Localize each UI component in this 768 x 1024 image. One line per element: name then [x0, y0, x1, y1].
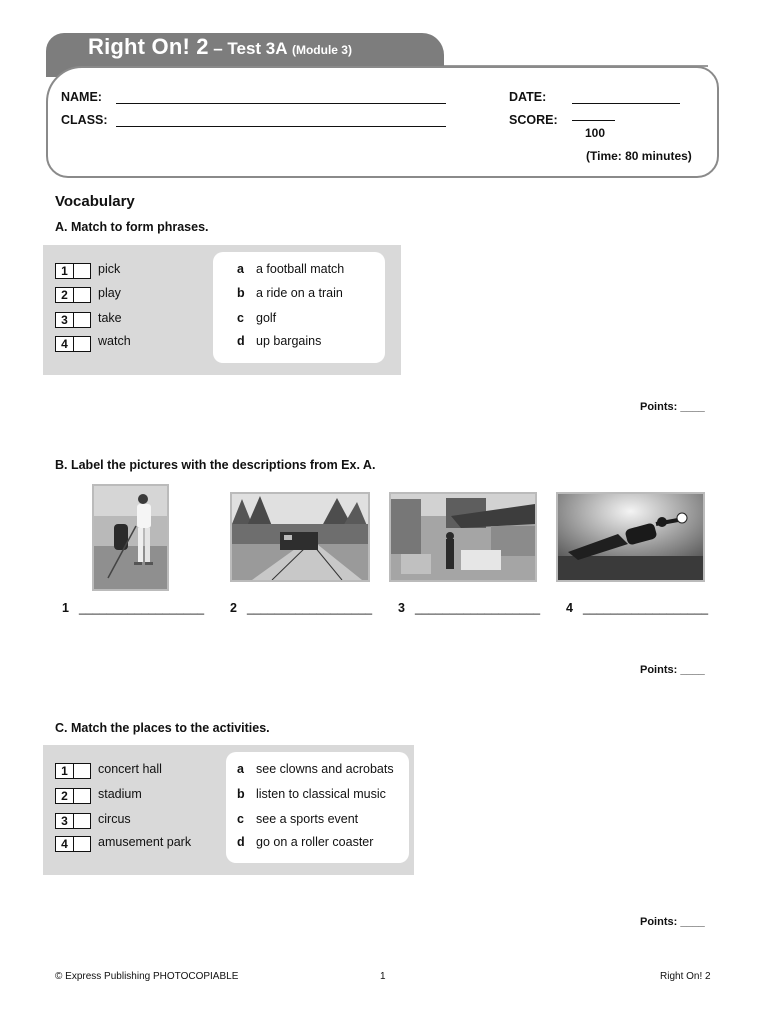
option-letter: c: [237, 812, 244, 826]
option-letter: a: [237, 262, 244, 276]
answer-number: 1: [62, 601, 69, 615]
section-title: Vocabulary: [55, 193, 135, 210]
list-item: pick: [98, 262, 121, 276]
score-total: 100: [585, 126, 606, 140]
list-item: watch: [98, 334, 131, 348]
page-title: Right On! 2 – Test 3A (Module 3): [88, 34, 352, 59]
option-text: go on a roller coaster: [256, 835, 374, 849]
option-text: a football match: [256, 262, 345, 276]
points-a: Points: ____: [640, 401, 705, 413]
date-label: DATE:: [509, 90, 547, 104]
answer-number: 4: [566, 601, 573, 615]
option-letter: b: [237, 286, 245, 300]
name-field[interactable]: [116, 103, 446, 104]
points-c: Points: ____: [640, 916, 705, 928]
answer-box[interactable]: 1: [55, 763, 91, 779]
option-text: listen to classical music: [256, 787, 386, 801]
option-text: see a sports event: [256, 812, 359, 826]
option-letter: b: [237, 787, 245, 801]
option-letter: d: [237, 835, 245, 849]
answer-box[interactable]: 3: [55, 813, 91, 829]
answer-line[interactable]: __________________: [79, 601, 205, 615]
list-item: circus: [98, 812, 131, 826]
class-label: CLASS:: [61, 113, 108, 127]
answer-number: 2: [230, 601, 237, 615]
date-field[interactable]: [572, 103, 680, 104]
answer-number: 3: [398, 601, 405, 615]
name-label: NAME:: [61, 90, 102, 104]
answer-box[interactable]: 2: [55, 788, 91, 804]
question-c-instruction: C. Match the places to the activities.: [55, 721, 270, 735]
page-number: 1: [380, 971, 386, 982]
points-b: Points: ____: [640, 664, 705, 676]
list-item: play: [98, 286, 121, 300]
option-text: golf: [256, 311, 277, 325]
list-item: take: [98, 311, 122, 325]
list-item: concert hall: [98, 762, 162, 776]
list-item: amusement park: [98, 835, 192, 849]
answer-line[interactable]: __________________: [583, 601, 709, 615]
question-a-instruction: A. Match to form phrases.: [55, 220, 209, 234]
answer-box[interactable]: 1: [55, 263, 91, 279]
class-field[interactable]: [116, 126, 446, 127]
option-text: up bargains: [256, 334, 322, 348]
option-text: see clowns and acrobats: [256, 762, 394, 776]
train-picture: [230, 492, 370, 582]
option-text: a ride on a train: [256, 286, 343, 300]
footer-copyright: © Express Publishing PHOTOCOPIABLE: [55, 971, 239, 982]
time-limit: (Time: 80 minutes): [586, 149, 692, 163]
score-label: SCORE:: [509, 113, 558, 127]
football-picture: [556, 492, 705, 582]
answer-line[interactable]: __________________: [415, 601, 541, 615]
footer-book-title: Right On! 2: [660, 971, 711, 982]
answer-box[interactable]: 4: [55, 336, 91, 352]
option-letter: c: [237, 311, 244, 325]
option-letter: d: [237, 334, 245, 348]
option-letter: a: [237, 762, 244, 776]
score-field[interactable]: [572, 120, 615, 121]
golfer-picture: [92, 484, 169, 591]
list-item: stadium: [98, 787, 142, 801]
market-picture: [389, 492, 537, 582]
question-b-instruction: B. Label the pictures with the descriptions from Ex. A.: [55, 458, 376, 472]
answer-box[interactable]: 3: [55, 312, 91, 328]
answer-box[interactable]: 4: [55, 836, 91, 852]
answer-box[interactable]: 2: [55, 287, 91, 303]
answer-line[interactable]: __________________: [247, 601, 373, 615]
